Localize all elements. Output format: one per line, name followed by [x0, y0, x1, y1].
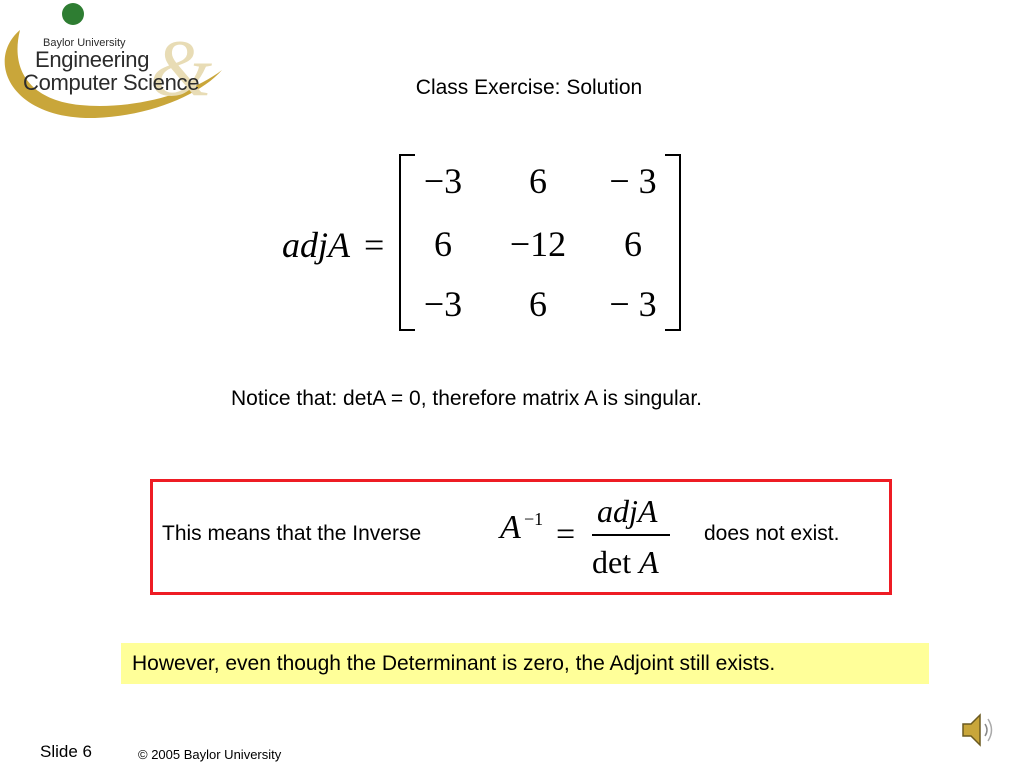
inverse-box-before-text: This means that the Inverse	[162, 522, 422, 545]
matrix-cell-1-2: 6	[624, 224, 642, 264]
logo-green-dot	[62, 3, 84, 25]
adjoint-note	[121, 643, 929, 684]
logo-line1: Engineering	[35, 47, 150, 72]
speaker-icon[interactable]	[958, 710, 998, 750]
formula-numerator: adjA	[597, 493, 658, 529]
matrix-cell-2-1: 6	[529, 284, 547, 324]
baylor-logo	[0, 0, 240, 125]
slide-number: Slide 6	[40, 742, 92, 761]
matrix-cell-2-2: − 3	[609, 284, 657, 324]
copyright: © 2005 Baylor University	[138, 747, 282, 762]
formula-exponent: −1	[524, 509, 544, 529]
inverse-box-after-text: does not exist.	[704, 522, 840, 545]
formula-denominator-var: A	[639, 544, 659, 580]
formula-fraction-bar	[592, 534, 670, 536]
matrix-cell-0-2: − 3	[609, 161, 657, 201]
matrix-cell-1-1: −12	[509, 224, 567, 264]
matrix-cell-1-0: 6	[434, 224, 452, 264]
formula-denominator	[592, 544, 659, 581]
formula-lhs: A	[500, 509, 521, 546]
logo-line2: Computer Science	[23, 70, 200, 95]
matrix-equals: =	[364, 225, 385, 265]
slide-title: Class Exercise: Solution	[415, 76, 643, 99]
formula-denominator-op: det	[592, 544, 632, 580]
notice-text: Notice that: detA = 0, therefore matrix A is singular.	[231, 387, 703, 410]
matrix-label: adjA	[282, 225, 350, 265]
formula-equals: =	[556, 516, 576, 553]
matrix-cell-0-0: −3	[423, 161, 463, 201]
svg-text:&: &	[150, 25, 213, 113]
matrix-cell-2-0: −3	[423, 284, 463, 324]
matrix-cell-0-1: 6	[529, 161, 547, 201]
logo-university-text: Baylor University	[43, 37, 126, 49]
adjoint-note-text: However, even though the Determinant is zero, the Adjoint still exists.	[132, 652, 776, 675]
